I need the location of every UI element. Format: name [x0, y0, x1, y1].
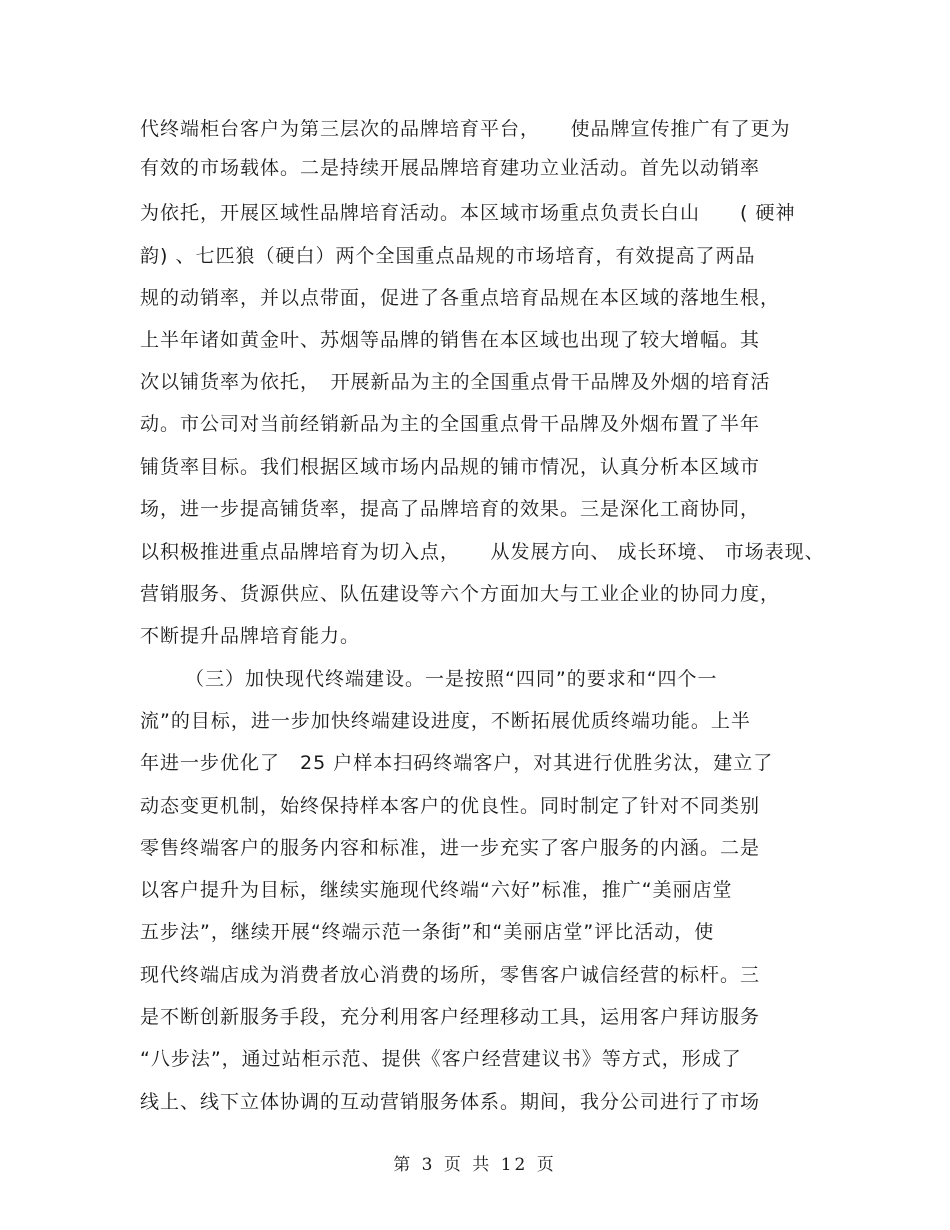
text-line: 线上、线下立体协调的互动营销服务体系。期间，我分公司进行了市场 — [140, 1091, 761, 1113]
text-line: 动。市公司对当前经销新品为主的全国重点骨干品牌及外烟布置了半年 — [140, 413, 761, 435]
section-heading-line: （三）加快现代终端建设。一是按照“四同”的要求和“四个一 — [185, 668, 718, 690]
text-line: 铺货率目标。我们根据区域市场内品规的铺市情况，认真分析本区域市 — [140, 456, 761, 478]
text-line: 以积极推进重点品牌培育为切入点， 从发展方向、 成长环境、 市场表现、 — [140, 541, 825, 563]
text-line: 流”的目标，进一步加快终端建设进度，不断拓展优质终端功能。上半 — [140, 710, 751, 732]
text-line: 是不断创新服务手段，充分利用客户经理移动工具，运用客户拜访服务 — [140, 1006, 761, 1028]
text-line: 五步法”，继续开展“终端示范一条街”和“美丽店堂”评比活动，使 — [140, 921, 715, 943]
text-line: 以客户提升为目标，继续实施现代终端“六好”标准，推广“美丽店堂 — [140, 879, 733, 901]
text-line: 韵) 、七匹狼（硬白）两个全国重点品规的市场培育，有效提高了两品 — [140, 245, 756, 267]
text-line: “八步法”，通过站柜示范、提供《客户经营建议书》等方式，形成了 — [140, 1048, 742, 1070]
text-line: 动态变更机制，始终保持样本客户的优良性。同时制定了针对不同类别 — [140, 795, 761, 817]
text-line: 场，进一步提高铺货率，提高了品牌培育的效果。三是深化工商协同， — [140, 498, 761, 520]
text-line: 次以铺货率为依托， 开展新品为主的全国重点骨干品牌及外烟的培育活 — [140, 371, 771, 393]
text-line: 现代终端店成为消费者放心消费的场所，零售客户诚信经营的标杆。三 — [140, 964, 761, 986]
text-line: 营销服务、货源供应、队伍建设等六个方面加大与工业企业的协同力度， — [140, 583, 781, 605]
text-line: 规的动销率，并以点带面，促进了各重点培育品规在本区域的落地生根， — [140, 287, 781, 309]
text-line: 代终端柜台客户为第三层次的品牌培育平台， 使品牌宣传推广有了更为 — [140, 118, 791, 140]
text-line: 为依托，开展区域性品牌培育活动。本区域市场重点负责长白山 ( 硬神 — [140, 202, 796, 224]
text-line: 年进一步优化了 25 户样本扫码终端客户，对其进行优胜劣汰，建立了 — [140, 752, 774, 774]
text-line: 不断提升品牌培育能力。 — [140, 625, 361, 647]
text-line: 上半年诸如黄金叶、苏烟等品牌的销售在本区域也出现了较大增幅。其 — [140, 329, 761, 351]
text-line: 零售终端客户的服务内容和标准，进一步充实了客户服务的内涵。二是 — [140, 837, 761, 859]
page-number-footer: 第 3 页 共 12 页 — [393, 1155, 557, 1175]
text-line: 有效的市场载体。二是持续开展品牌培育建功立业活动。首先以动销率 — [140, 157, 761, 179]
